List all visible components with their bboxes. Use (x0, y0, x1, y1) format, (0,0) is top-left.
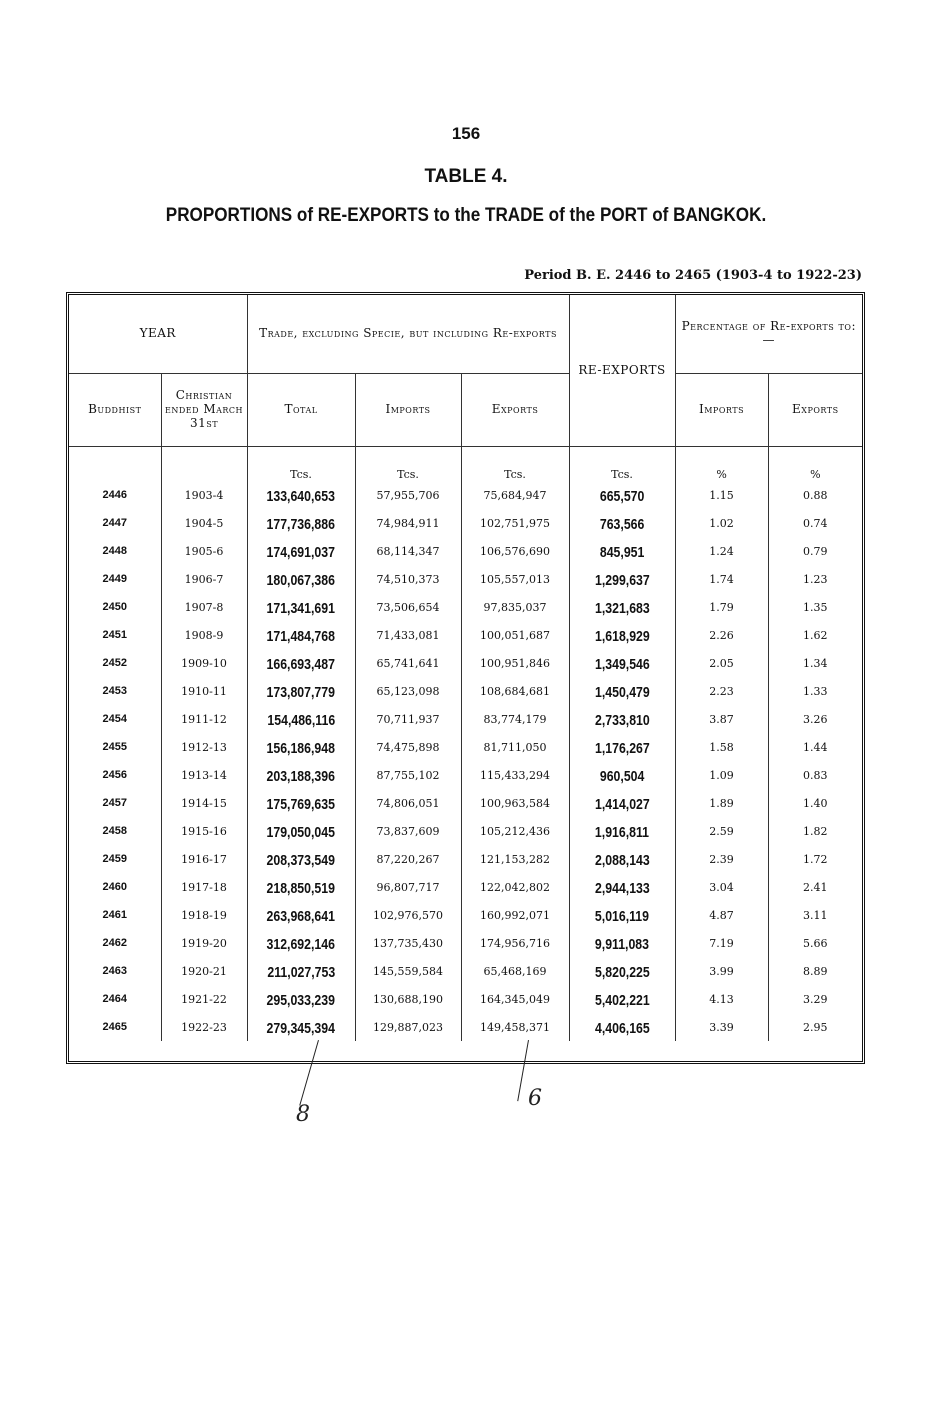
cell-value: 179,050,045 (266, 823, 336, 841)
header-christian: Christian ended March 31st (161, 374, 247, 447)
cell-re-exports (569, 761, 675, 789)
cell-buddhist: 2447 (102, 517, 127, 529)
cell-exports: 105,212,436 (461, 817, 569, 845)
cell-pct-imports: 1.89 (675, 789, 768, 817)
cell-exports: 108,684,681 (461, 677, 569, 705)
cell-total (247, 1013, 355, 1041)
header-buddhist: Buddhist (69, 374, 161, 447)
cell-pct-exports: 0.88 (768, 481, 862, 509)
cell-imports: 73,506,654 (355, 593, 461, 621)
cell-re-exports (569, 537, 675, 565)
cell-christian: 1922-23 (161, 1013, 247, 1041)
cell-pct-exports: 3.11 (768, 901, 862, 929)
cell-christian: 1920-21 (161, 957, 247, 985)
cell-imports: 71,433,081 (355, 621, 461, 649)
unit-exports: Tcs. (461, 447, 569, 482)
table-row (69, 677, 862, 705)
cell-pct-imports: 4.87 (675, 901, 768, 929)
cell-imports: 102,976,570 (355, 901, 461, 929)
cell-total (247, 509, 355, 537)
period-subtitle: Period B. E. 2446 to 2465 (1903-4 to 1922-23) (524, 268, 862, 283)
table-row (69, 565, 862, 593)
cell-value: 175,769,635 (266, 795, 336, 813)
cell-pct-exports: 1.40 (768, 789, 862, 817)
table-row (69, 985, 862, 1013)
cell-pct-imports: 1.79 (675, 593, 768, 621)
cell-buddhist: 2449 (102, 573, 127, 585)
table-row (69, 1013, 862, 1041)
table-row (69, 817, 862, 845)
cell-imports: 74,510,373 (355, 565, 461, 593)
cell-re-exports (569, 845, 675, 873)
table-row (69, 705, 862, 733)
cell-pct-exports: 5.66 (768, 929, 862, 957)
cell-imports: 74,806,051 (355, 789, 461, 817)
cell-pct-exports: 1.44 (768, 733, 862, 761)
cell-total (247, 649, 355, 677)
cell-buddhist: 2446 (102, 489, 127, 501)
table-row (69, 873, 862, 901)
table-row (69, 957, 862, 985)
table-row (69, 761, 862, 789)
cell-pct-exports: 0.83 (768, 761, 862, 789)
cell-value: 295,033,239 (266, 991, 336, 1009)
table-heading: PROPORTIONS of RE-EXPORTS to the TRADE of the PORT of BANGKOK. (165, 205, 767, 226)
cell-pct-imports: 2.23 (675, 677, 768, 705)
cell-value: 5,820,225 (594, 963, 650, 981)
cell-re-exports (569, 901, 675, 929)
cell-christian: 1919-20 (161, 929, 247, 957)
cell-christian: 1912-13 (161, 733, 247, 761)
pencil-mark-right: 6 (528, 1086, 542, 1111)
cell-re-exports (569, 817, 675, 845)
cell-exports: 100,051,687 (461, 621, 569, 649)
cell-total (247, 621, 355, 649)
cell-value: 1,414,027 (594, 795, 650, 813)
header-pct-exports: Exports (768, 374, 862, 447)
cell-value: 154,486,116 (267, 711, 335, 729)
cell-buddhist: 2457 (102, 797, 127, 809)
cell-pct-imports: 2.26 (675, 621, 768, 649)
cell-total (247, 873, 355, 901)
cell-imports: 87,755,102 (355, 761, 461, 789)
cell-buddhist: 2453 (102, 685, 127, 697)
cell-imports: 87,220,267 (355, 845, 461, 873)
cell-imports: 68,114,347 (355, 537, 461, 565)
header-imports: Imports (355, 374, 461, 447)
table-row (69, 929, 862, 957)
cell-exports: 100,963,584 (461, 789, 569, 817)
cell-exports: 97,835,037 (461, 593, 569, 621)
cell-pct-exports: 1.35 (768, 593, 862, 621)
cell-exports: 102,751,975 (461, 509, 569, 537)
cell-pct-imports: 2.59 (675, 817, 768, 845)
cell-value: 1,450,479 (594, 683, 650, 701)
cell-re-exports (569, 929, 675, 957)
cell-christian: 1915-16 (161, 817, 247, 845)
cell-value: 133,640,653 (266, 487, 336, 505)
cell-re-exports (569, 649, 675, 677)
header-re-exports: RE-EXPORTS (569, 295, 675, 447)
cell-total (247, 761, 355, 789)
cell-value: 960,504 (599, 767, 645, 785)
cell-value: 1,916,811 (595, 823, 650, 841)
unit-pct-exports: % (768, 447, 862, 482)
cell-pct-exports: 3.29 (768, 985, 862, 1013)
cell-total (247, 817, 355, 845)
cell-pct-exports: 3.26 (768, 705, 862, 733)
cell-value: 845,951 (599, 543, 645, 561)
cell-christian: 1910-11 (161, 677, 247, 705)
cell-total (247, 593, 355, 621)
cell-pct-imports: 1.15 (675, 481, 768, 509)
cell-buddhist: 2464 (102, 993, 127, 1005)
cell-exports: 106,576,690 (461, 537, 569, 565)
cell-total (247, 901, 355, 929)
cell-imports: 73,837,609 (355, 817, 461, 845)
cell-christian: 1903-4 (161, 481, 247, 509)
cell-pct-imports: 3.39 (675, 1013, 768, 1041)
cell-buddhist: 2459 (102, 853, 127, 865)
cell-pct-imports: 3.04 (675, 873, 768, 901)
cell-exports: 115,433,294 (461, 761, 569, 789)
table-row (69, 733, 862, 761)
cell-pct-imports: 1.09 (675, 761, 768, 789)
table-row (69, 649, 862, 677)
cell-imports: 96,807,717 (355, 873, 461, 901)
cell-value: 665,570 (599, 487, 645, 505)
cell-value: 211,027,753 (267, 963, 335, 981)
cell-imports: 145,559,584 (355, 957, 461, 985)
cell-pct-exports: 2.41 (768, 873, 862, 901)
unit-pct-imports: % (675, 447, 768, 482)
cell-christian: 1914-15 (161, 789, 247, 817)
cell-value: 1,618,929 (594, 627, 650, 645)
cell-total (247, 985, 355, 1013)
cell-pct-imports: 1.24 (675, 537, 768, 565)
cell-re-exports (569, 621, 675, 649)
cell-total (247, 733, 355, 761)
cell-re-exports (569, 509, 675, 537)
header-trade-group: Trade, excluding Specie, but including Re-exports (247, 295, 569, 374)
table-row (69, 901, 862, 929)
cell-value: 4,406,165 (594, 1019, 650, 1037)
cell-imports: 74,475,898 (355, 733, 461, 761)
cell-pct-exports: 1.23 (768, 565, 862, 593)
cell-pct-imports: 4.13 (675, 985, 768, 1013)
cell-re-exports (569, 873, 675, 901)
table-row (69, 481, 862, 509)
cell-value: 5,402,221 (594, 991, 650, 1009)
cell-total (247, 565, 355, 593)
cell-imports: 137,735,430 (355, 929, 461, 957)
cell-pct-exports: 1.33 (768, 677, 862, 705)
cell-re-exports (569, 957, 675, 985)
cell-imports: 129,887,023 (355, 1013, 461, 1041)
cell-value: 218,850,519 (266, 879, 336, 897)
unit-re-exports: Tcs. (569, 447, 675, 482)
cell-exports: 75,684,947 (461, 481, 569, 509)
cell-value: 171,341,691 (266, 599, 336, 617)
unit-imports: Tcs. (355, 447, 461, 482)
cell-buddhist: 2455 (102, 741, 127, 753)
cell-buddhist: 2456 (102, 769, 127, 781)
cell-pct-exports: 0.79 (768, 537, 862, 565)
cell-total (247, 789, 355, 817)
cell-imports: 57,955,706 (355, 481, 461, 509)
cell-value: 5,016,119 (595, 907, 650, 925)
header-year: YEAR (69, 295, 247, 374)
cell-value: 2,088,143 (594, 851, 650, 869)
cell-imports: 130,688,190 (355, 985, 461, 1013)
cell-value: 173,807,779 (266, 683, 336, 701)
cell-exports: 100,951,846 (461, 649, 569, 677)
table-row (69, 789, 862, 817)
cell-pct-exports: 1.82 (768, 817, 862, 845)
cell-christian: 1911-12 (161, 705, 247, 733)
cell-value: 1,349,546 (594, 655, 650, 673)
header-pct-imports: Imports (675, 374, 768, 447)
cell-pct-exports: 1.72 (768, 845, 862, 873)
cell-total (247, 705, 355, 733)
cell-value: 263,968,641 (266, 907, 336, 925)
data-table-frame (66, 292, 865, 1064)
header-total: Total (247, 374, 355, 447)
cell-pct-imports: 3.99 (675, 957, 768, 985)
cell-total (247, 481, 355, 509)
re-exports-table (69, 295, 862, 1041)
cell-total (247, 537, 355, 565)
cell-imports: 65,741,641 (355, 649, 461, 677)
cell-buddhist: 2458 (102, 825, 127, 837)
cell-value: 312,692,146 (266, 935, 336, 953)
header-percentage-group: Percentage of Re-exports to:— (675, 295, 862, 374)
cell-total (247, 845, 355, 873)
cell-total (247, 677, 355, 705)
cell-buddhist: 2454 (102, 713, 127, 725)
cell-value: 1,176,267 (594, 739, 650, 757)
cell-value: 156,186,948 (266, 739, 336, 757)
cell-pct-imports: 2.39 (675, 845, 768, 873)
cell-exports: 81,711,050 (461, 733, 569, 761)
table-row (69, 537, 862, 565)
cell-christian: 1904-5 (161, 509, 247, 537)
unit-total: Tcs. (247, 447, 355, 482)
cell-pct-exports: 0.74 (768, 509, 862, 537)
table-row (69, 621, 862, 649)
pencil-mark-left: 8 (296, 1102, 310, 1127)
cell-pct-imports: 2.05 (675, 649, 768, 677)
cell-value: 1,321,683 (594, 599, 650, 617)
cell-pct-exports: 1.62 (768, 621, 862, 649)
cell-value: 2,733,810 (594, 711, 650, 729)
cell-pct-exports: 2.95 (768, 1013, 862, 1041)
cell-buddhist: 2465 (102, 1021, 127, 1033)
cell-pct-imports: 7.19 (675, 929, 768, 957)
cell-re-exports (569, 481, 675, 509)
cell-christian: 1905-6 (161, 537, 247, 565)
cell-value: 180,067,386 (266, 571, 336, 589)
cell-christian: 1909-10 (161, 649, 247, 677)
cell-re-exports (569, 789, 675, 817)
cell-exports: 164,345,049 (461, 985, 569, 1013)
cell-buddhist: 2460 (102, 881, 127, 893)
cell-pct-exports: 8.89 (768, 957, 862, 985)
cell-pct-imports: 1.58 (675, 733, 768, 761)
cell-value: 174,691,037 (266, 543, 336, 561)
cell-imports: 74,984,911 (355, 509, 461, 537)
cell-total (247, 929, 355, 957)
cell-re-exports (569, 565, 675, 593)
table-row (69, 593, 862, 621)
cell-buddhist: 2462 (102, 937, 127, 949)
cell-buddhist: 2450 (102, 601, 127, 613)
cell-value: 2,944,133 (594, 879, 650, 897)
cell-exports: 105,557,013 (461, 565, 569, 593)
cell-pct-exports: 1.34 (768, 649, 862, 677)
cell-exports: 121,153,282 (461, 845, 569, 873)
cell-christian: 1921-22 (161, 985, 247, 1013)
cell-buddhist: 2461 (102, 909, 127, 921)
table-title: TABLE 4. (424, 166, 508, 187)
cell-buddhist: 2451 (102, 629, 127, 641)
cell-exports: 65,468,169 (461, 957, 569, 985)
cell-christian: 1917-18 (161, 873, 247, 901)
cell-exports: 83,774,179 (461, 705, 569, 733)
cell-value: 177,736,886 (266, 515, 336, 533)
unit-buddhist (69, 447, 161, 482)
cell-re-exports (569, 677, 675, 705)
cell-value: 171,484,768 (266, 627, 336, 645)
cell-christian: 1916-17 (161, 845, 247, 873)
cell-christian: 1913-14 (161, 761, 247, 789)
page-number: 156 (451, 124, 481, 143)
cell-christian: 1918-19 (161, 901, 247, 929)
cell-exports: 122,042,802 (461, 873, 569, 901)
cell-value: 203,188,396 (266, 767, 336, 785)
cell-buddhist: 2452 (102, 657, 127, 669)
unit-christian (161, 447, 247, 482)
cell-value: 279,345,394 (266, 1019, 336, 1037)
units-row (69, 447, 862, 482)
cell-buddhist: 2448 (102, 545, 127, 557)
cell-re-exports (569, 985, 675, 1013)
cell-value: 1,299,637 (594, 571, 650, 589)
cell-exports: 160,992,071 (461, 901, 569, 929)
cell-exports: 174,956,716 (461, 929, 569, 957)
cell-pct-imports: 1.74 (675, 565, 768, 593)
cell-pct-imports: 3.87 (675, 705, 768, 733)
cell-pct-imports: 1.02 (675, 509, 768, 537)
cell-value: 166,693,487 (266, 655, 336, 673)
cell-buddhist: 2463 (102, 965, 127, 977)
table-row (69, 845, 862, 873)
cell-re-exports (569, 705, 675, 733)
cell-re-exports (569, 593, 675, 621)
cell-value: 763,566 (599, 515, 645, 533)
cell-total (247, 957, 355, 985)
cell-value: 208,373,549 (266, 851, 336, 869)
cell-value: 9,911,083 (595, 935, 650, 953)
cell-re-exports (569, 1013, 675, 1041)
cell-christian: 1906-7 (161, 565, 247, 593)
cell-imports: 65,123,098 (355, 677, 461, 705)
cell-re-exports (569, 733, 675, 761)
cell-imports: 70,711,937 (355, 705, 461, 733)
cell-christian: 1907-8 (161, 593, 247, 621)
cell-exports: 149,458,371 (461, 1013, 569, 1041)
cell-christian: 1908-9 (161, 621, 247, 649)
table-row (69, 509, 862, 537)
header-exports: Exports (461, 374, 569, 447)
